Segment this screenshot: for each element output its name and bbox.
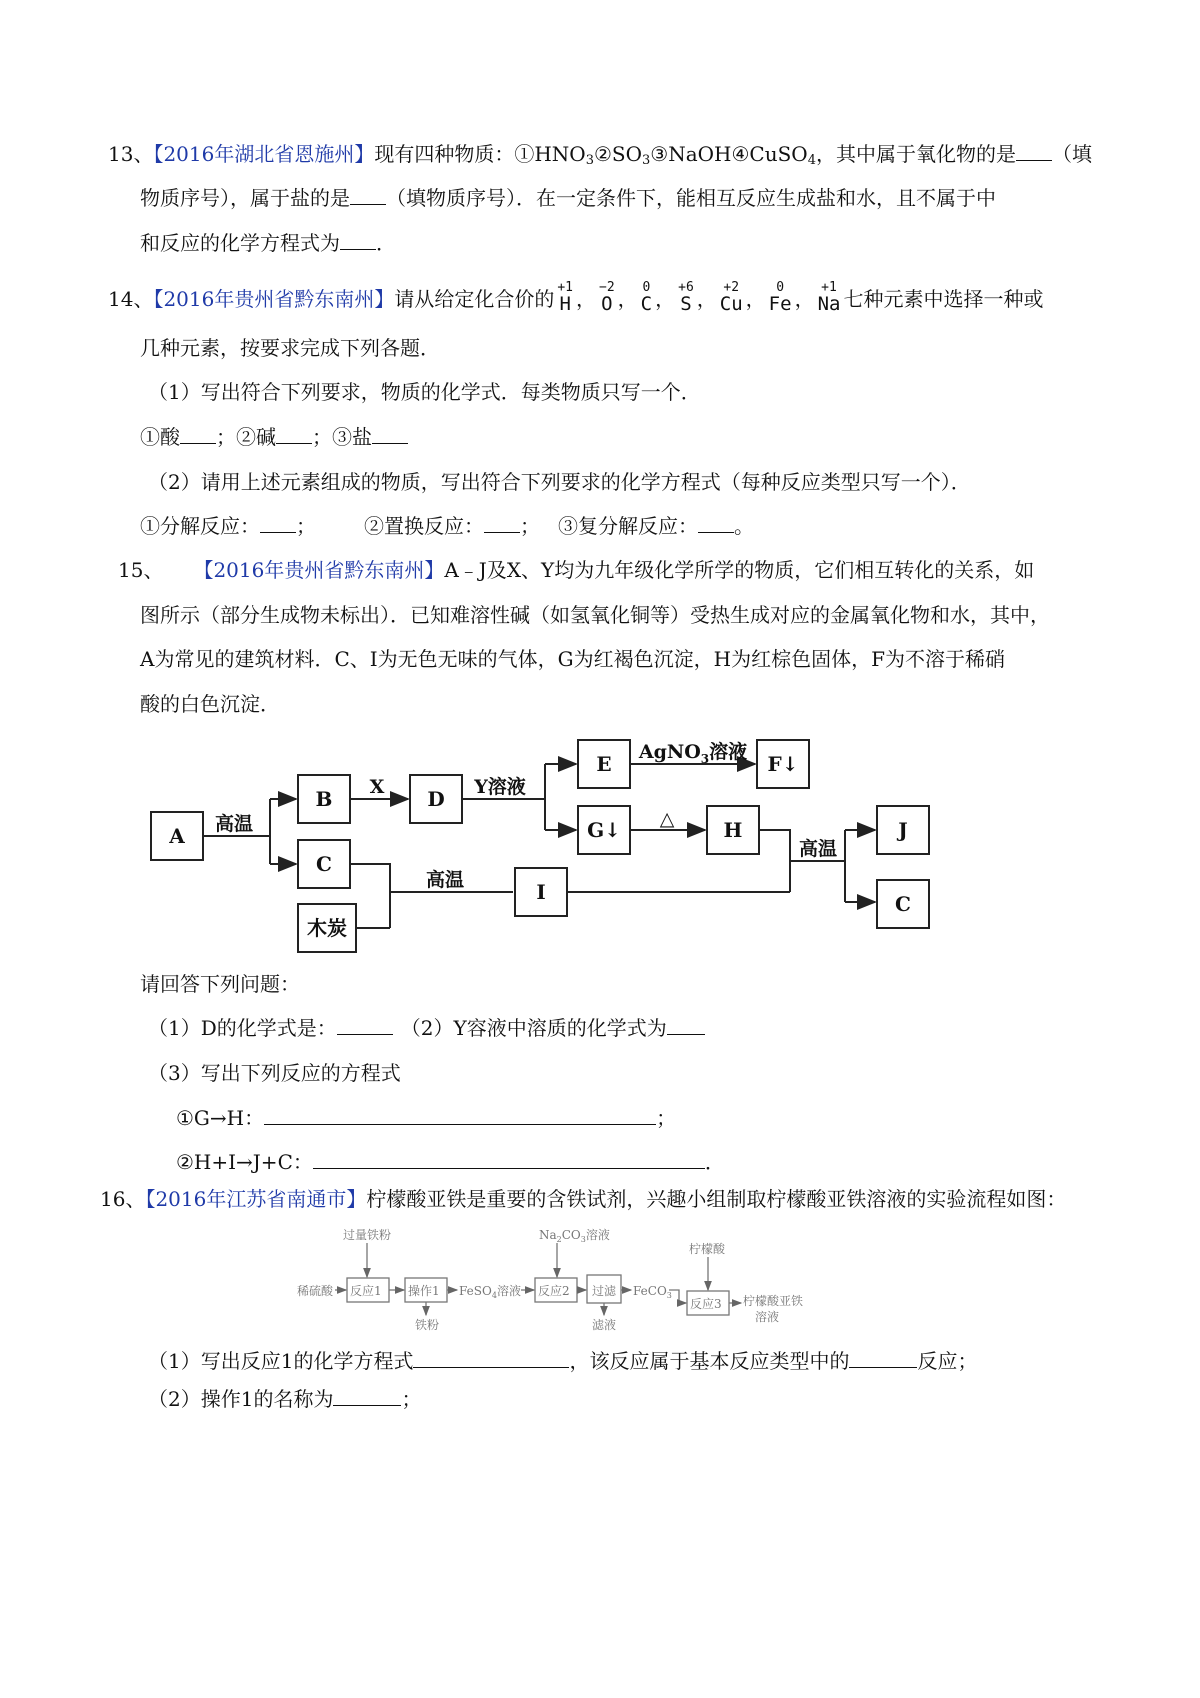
q15-text: ； — [656, 1106, 677, 1130]
flow-below-filter: 滤液 — [592, 1318, 617, 1332]
q14-source: 【2016年贵州省黔东南州】 — [153, 287, 395, 311]
label-a: A — [169, 824, 185, 848]
valence-number: 0 — [642, 280, 651, 295]
agno3-text: 溶液 — [709, 741, 748, 763]
answer-blank[interactable] — [333, 1385, 401, 1406]
q15-prompt: 请回答下列问题： — [140, 972, 300, 996]
flow-feco3 — [633, 1284, 672, 1300]
subscript: 4 — [807, 153, 816, 168]
answer-blank[interactable] — [849, 1347, 917, 1368]
flow-input: 稀硫酸 — [297, 1284, 334, 1298]
answer-blank[interactable] — [180, 423, 216, 444]
q13-text: ，其中属于氧化物的是 — [815, 142, 1016, 166]
q14-text: ①分解反应： — [140, 514, 260, 538]
q13-text: （填物质序号）．在一定条件下，能相互反应生成盐和水，且不属于中 — [386, 186, 996, 210]
q14-text: ； — [520, 514, 540, 538]
flow-above3: 柠檬酸 — [689, 1242, 726, 1256]
answer-blank[interactable] — [698, 512, 734, 533]
label-g: G↓ — [587, 818, 621, 842]
q13-text: ． — [376, 231, 396, 255]
element-symbol: S — [680, 293, 692, 315]
q15-answer-4 — [176, 1148, 725, 1176]
q14-text: ①酸 — [140, 425, 180, 449]
answer-blank[interactable] — [340, 229, 376, 250]
q14-text: ； — [296, 514, 316, 538]
q13-text: ③NaOH④CuSO — [650, 142, 808, 166]
flow-out-1: 柠檬酸亚铁 — [743, 1294, 804, 1308]
element-symbol: Na — [817, 293, 841, 315]
valence-na — [817, 280, 841, 315]
valence-number: −2 — [599, 280, 615, 295]
q15-text: ②H+I→J+C： — [176, 1150, 313, 1174]
q15-line-2: 图所示（部分生成物未标出）．已知难溶性碱（如氢氧化铜等）受热生成对应的金属氧化物和水，其中， — [140, 603, 1050, 627]
valence-number: +6 — [678, 280, 694, 295]
q14-line-2: 几种元素，按要求完成下列各题． — [140, 336, 440, 360]
label-j: J — [898, 818, 908, 842]
label-heat: △ — [659, 808, 675, 830]
answer-blank[interactable] — [1016, 140, 1052, 161]
flow-out-2: 溶液 — [755, 1310, 780, 1324]
q16-number: 16、 — [100, 1187, 146, 1211]
valence-fe — [768, 280, 792, 315]
q15-answer-2: （3）写出下列反应的方程式 — [148, 1061, 401, 1085]
q14-text: ③复分解反应： — [558, 514, 698, 538]
q16-text: ； — [401, 1387, 422, 1411]
q13-text: 物质序号），属于盐的是 — [140, 186, 350, 210]
q14-line-6c — [558, 512, 754, 540]
q15-source: 【2016年贵州省黔东南州】 — [193, 558, 445, 582]
agno3-text: AgNO — [638, 741, 701, 763]
subscript: 3 — [700, 752, 710, 766]
q14-line-4 — [140, 423, 408, 451]
flow-text: Na — [539, 1228, 557, 1242]
answer-blank[interactable] — [372, 423, 408, 444]
q14-line-6 — [140, 512, 316, 540]
q16-text: 反应； — [917, 1349, 978, 1373]
q16-text: ，该反应属于基本反应类型中的 — [569, 1349, 850, 1373]
answer-blank[interactable] — [337, 1014, 393, 1035]
valence-number: 0 — [776, 280, 785, 295]
q14-text: ②置换反应： — [364, 514, 484, 538]
flow-text: CO — [561, 1228, 581, 1242]
separator: ， — [745, 287, 766, 311]
subscript: 2 — [556, 1235, 562, 1244]
q14-text: 七种元素中选择一种或 — [843, 287, 1044, 311]
flow-text: 溶液 — [585, 1228, 610, 1242]
q15-line-1 — [118, 556, 1034, 584]
separator: ， — [696, 287, 717, 311]
flow-above2 — [539, 1227, 610, 1244]
q14-text: 请从给定化合价的 — [394, 287, 555, 311]
q15-line-4: 酸的白色沉淀． — [140, 692, 280, 716]
label-i: I — [536, 880, 546, 904]
subscript: 3 — [666, 1291, 672, 1300]
q13-text: 和反应的化学方程式为 — [140, 231, 340, 255]
label-c: C — [316, 852, 332, 876]
separator: ， — [655, 287, 676, 311]
label-high-temp-1: 高温 — [214, 813, 254, 835]
flow-text: FeCO — [633, 1284, 667, 1298]
valence-o — [599, 280, 615, 315]
q16-line-1 — [100, 1185, 1066, 1213]
flow-arrows — [335, 1243, 741, 1315]
separator: ， — [576, 287, 597, 311]
answer-blank[interactable] — [350, 184, 386, 205]
valence-h — [557, 280, 574, 315]
q16-text: 柠檬酸亚铁是重要的含铁试剂，兴趣小组制取柠檬酸亚铁溶液的实验流程如图： — [366, 1187, 1067, 1211]
q13-number: 13、 — [108, 142, 154, 166]
flow-r2: 反应2 — [538, 1284, 570, 1298]
flow-above1: 过量铁粉 — [343, 1228, 392, 1242]
valence-number: +2 — [723, 280, 740, 295]
q13-text: （填 — [1051, 142, 1092, 166]
answer-blank[interactable] — [264, 1104, 656, 1125]
q16-source: 【2016年江苏省南通市】 — [145, 1187, 367, 1211]
element-symbol: C — [640, 293, 653, 315]
element-symbol: Cu — [719, 293, 743, 315]
flow-feso4 — [459, 1283, 521, 1300]
q14-text: ；②碱 — [216, 425, 276, 449]
valence-s — [678, 280, 694, 315]
subscript: 3 — [642, 153, 651, 168]
q13-text: 现有四种物质：①HNO — [374, 142, 586, 166]
q15-answer-3 — [176, 1104, 676, 1132]
label-high-temp-3: 高温 — [798, 838, 838, 860]
valence-cu — [719, 280, 743, 315]
flow-text: FeSO — [459, 1284, 492, 1298]
answer-blank[interactable] — [484, 512, 520, 533]
label-h: H — [723, 818, 743, 842]
q14-line-1 — [108, 280, 1043, 320]
q14-text: ；③盐 — [312, 425, 372, 449]
q15-number: 15、 — [118, 558, 164, 582]
subscript: 4 — [491, 1291, 497, 1300]
q14-line-6b — [364, 512, 540, 540]
label-high-temp-2: 高温 — [425, 869, 465, 891]
q15-line-3: A为常见的建筑材料．C、I为无色无味的气体，G为红褐色沉淀，H为红棕色固体，F为不溶于稀硝 — [140, 647, 1005, 671]
answer-blank[interactable] — [413, 1347, 569, 1368]
q16-flow-chart — [295, 1223, 815, 1333]
q13-line-2 — [140, 184, 996, 212]
q14-line-3: （1）写出符合下列要求，物质的化学式．每类物质只写一个． — [148, 380, 701, 404]
q13-line-3 — [140, 229, 396, 257]
label-x: X — [369, 776, 385, 798]
label-d: D — [427, 787, 445, 811]
q15-text: （2）Y容液中溶质的化学式为 — [400, 1016, 667, 1040]
q14-text: 。 — [734, 514, 754, 538]
q16-text: （2）操作1的名称为 — [148, 1387, 334, 1411]
element-symbol: O — [601, 293, 613, 315]
q15-text: ． — [704, 1150, 725, 1174]
flow-op1: 操作1 — [408, 1284, 440, 1298]
separator: ， — [617, 287, 638, 311]
label-c2: C — [895, 892, 911, 916]
flow-r1: 反应1 — [350, 1284, 382, 1298]
separator: ， — [794, 287, 815, 311]
valence-number: +1 — [557, 280, 574, 295]
q16-line-3 — [148, 1385, 421, 1413]
q13-text: ②SO — [593, 142, 643, 166]
flow-filter: 过滤 — [592, 1284, 617, 1298]
q15-answer-1 — [148, 1014, 705, 1042]
q15-text: （1）D的化学式是： — [148, 1016, 337, 1040]
q14-line-5: （2）请用上述元素组成的物质，写出符合下列要求的化学方程式（每种反应类型只写一个）． — [148, 470, 971, 494]
q16-line-2 — [148, 1347, 977, 1375]
valence-c — [640, 280, 653, 315]
answer-blank[interactable] — [313, 1148, 705, 1169]
label-b: B — [315, 787, 333, 811]
label-e: E — [596, 752, 612, 776]
label-charcoal: 木炭 — [307, 916, 347, 940]
q13-source: 【2016年湖北省恩施州】 — [153, 142, 375, 166]
answer-blank[interactable] — [276, 423, 312, 444]
flow-below-op1: 铁粉 — [415, 1318, 440, 1332]
q15-reaction-diagram — [145, 730, 945, 958]
q16-text: （1）写出反应1的化学方程式 — [148, 1349, 414, 1373]
label-agno3 — [638, 740, 747, 766]
element-symbol: H — [559, 293, 571, 315]
q15-text: ①G→H： — [176, 1106, 265, 1130]
subscript: 3 — [580, 1235, 586, 1244]
valence-number: +1 — [821, 280, 837, 295]
flow-r3: 反应3 — [690, 1297, 722, 1311]
q15-text: A﹣J及X、Y均为九年级化学所学的物质，它们相互转化的关系，如 — [444, 558, 1035, 582]
subscript: 3 — [585, 153, 594, 168]
label-f: F↓ — [767, 752, 799, 776]
answer-blank[interactable] — [260, 512, 296, 533]
answer-blank[interactable] — [667, 1014, 705, 1035]
q13-line-1 — [108, 140, 1092, 168]
q14-number: 14、 — [108, 287, 154, 311]
label-y-solution: Y溶液 — [474, 776, 526, 798]
element-symbol: Fe — [768, 293, 792, 315]
flow-text: 溶液 — [496, 1284, 521, 1298]
